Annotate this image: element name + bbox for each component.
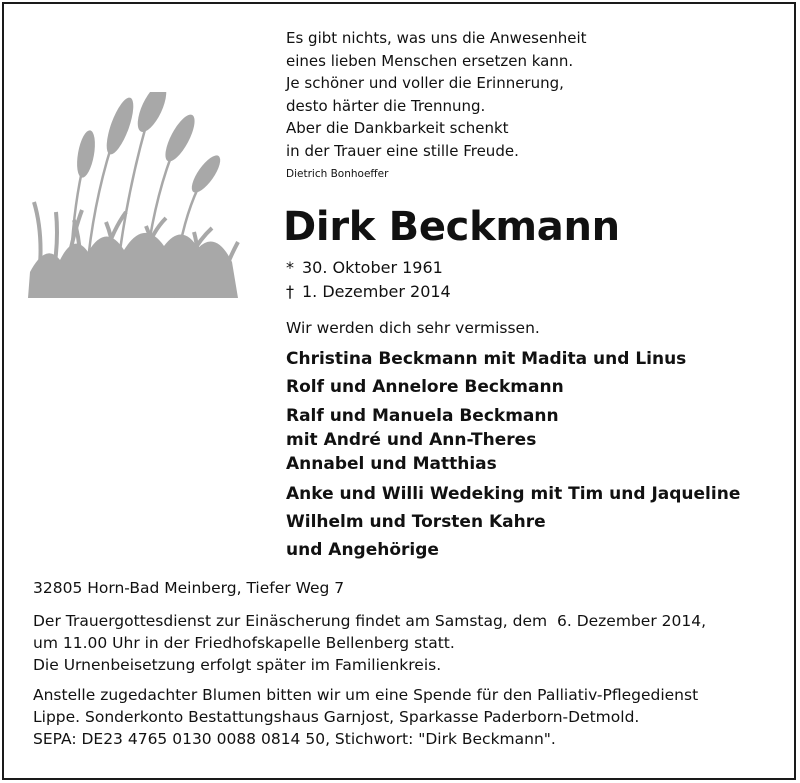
quote-author: Dietrich Bonhoeffer bbox=[286, 168, 389, 180]
quote-line: desto härter die Trennung. bbox=[286, 96, 486, 115]
mourner-line: Ralf und Manuela Beckmann bbox=[286, 406, 559, 426]
birth-line bbox=[286, 256, 451, 280]
donation-line: Anstelle zugedachter Blumen bitten wir um eine Spende für den Palliativ-Pflegedienst bbox=[33, 686, 699, 704]
quote-line: Aber die Dankbarkeit schenkt bbox=[286, 119, 509, 137]
deceased-name: Dirk Beckmann bbox=[283, 204, 620, 250]
life-dates bbox=[286, 256, 451, 304]
death-symbol: † bbox=[286, 282, 294, 301]
mourner-line: mit André und Ann-Theres bbox=[286, 430, 537, 450]
quote-line: eines lieben Menschen ersetzen kann. bbox=[286, 51, 574, 70]
death-line bbox=[286, 280, 451, 304]
quote-line: in der Trauer eine stille Freude. bbox=[286, 141, 519, 160]
bonhoeffer-quote bbox=[286, 27, 587, 162]
grass-illustration-icon bbox=[26, 92, 241, 298]
quote-line: Es gibt nichts, was uns die Anwesenheit bbox=[286, 29, 587, 47]
service-line: um 11.00 Uhr in der Friedhofskapelle Bellenberg statt. bbox=[33, 634, 455, 652]
quote-line: Je schöner und voller die Erinnerung, bbox=[286, 74, 564, 92]
mourner-line: Christina Beckmann mit Madita und Linus bbox=[286, 349, 687, 369]
service-line: Die Urnenbeisetzung erfolgt später im Familienkreis. bbox=[33, 656, 442, 674]
service-line: Der Trauergottesdienst zur Einäscherung findet am Samstag, dem 6. Dezember 2014, bbox=[33, 612, 706, 630]
donation-line: Lippe. Sonderkonto Bestattungshaus Garnjost, Sparkasse Paderborn-Detmold. bbox=[33, 708, 640, 726]
death-date: 1. Dezember 2014 bbox=[302, 282, 451, 301]
birth-symbol: * bbox=[286, 258, 294, 277]
mourner-line: Wilhelm und Torsten Kahre bbox=[286, 512, 546, 532]
family-address: 32805 Horn-Bad Meinberg, Tiefer Weg 7 bbox=[33, 579, 345, 597]
mourner-line: Annabel und Matthias bbox=[286, 454, 497, 474]
donation-line: SEPA: DE23 4765 0130 0088 0814 50, Stichwort: "Dirk Beckmann". bbox=[33, 730, 556, 748]
service-info bbox=[33, 610, 706, 750]
mourner-line: und Angehörige bbox=[286, 540, 439, 560]
birth-date: 30. Oktober 1961 bbox=[302, 258, 443, 277]
mourner-line: Rolf und Annelore Beckmann bbox=[286, 377, 564, 397]
mourner-line: Anke und Willi Wedeking mit Tim und Jaqueline bbox=[286, 484, 741, 504]
mourners-list bbox=[286, 345, 740, 564]
mourners-intro: Wir werden dich sehr vermissen. bbox=[286, 319, 540, 337]
